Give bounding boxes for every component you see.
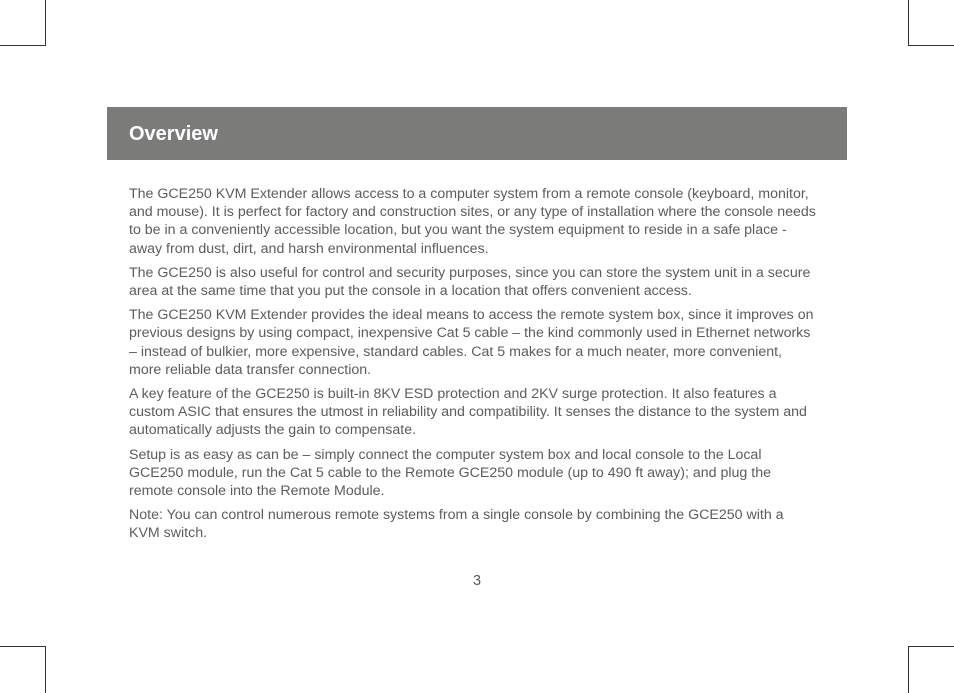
paragraph-key-feature: A key feature of the GCE250 is built-in 8KV ESD protection and 2KV surge protection. It also features a custom ASIC that ensures the utmost in reliability and compatibility. It senses the distance to the system and automatically adjusts the gain to compensate.: [129, 386, 807, 439]
paragraph-intro: The GCE250 KVM Extender allows access to a computer system from a remote console (keyboard, monitor, and mouse). It is perfect for factory and construction sites, or any type of installation where the console needs to be in a conveniently accessible location, but you want the system equipment to reside in a safe place - away from dust, dirt, and harsh environmental influences.: [129, 186, 816, 257]
paragraph-note: Note: You can control numerous remote systems from a single console by combining the GCE250 with a KVM switch.: [129, 507, 784, 542]
crop-mark-bottom-left-v: [45, 647, 46, 693]
section-header-bar: [107, 107, 847, 160]
paragraph-security: The GCE250 is also useful for control and security purposes, since you can store the system unit in a secure area at the same time that you put the console in a location that offers convenient access.: [129, 264, 811, 300]
crop-mark-top-left-v: [45, 0, 46, 46]
crop-mark-top-right-v: [908, 0, 909, 46]
paragraph-cat5: The GCE250 KVM Extender provides the ideal means to access the remote system box, since it improves on previous designs by using compact, inexpensive Cat 5 cable – the kind commonly used in Ethernet networks – instead of bulkier, more expensive, standard cables. Cat 5 makes for a much neater, more convenient, more reliable data transfer connection.: [129, 307, 814, 378]
page-number: 3: [472, 573, 482, 589]
crop-mark-top-left-h: [0, 45, 46, 46]
paragraph-setup: Setup is as easy as can be – simply connect the computer system box and local console to the Local GCE250 module, run the Cat 5 cable to the Remote GCE250 module (up to 490 ft away); and plug the remote console into the Remote Module.: [129, 446, 771, 500]
crop-mark-bottom-right-h: [908, 646, 954, 647]
crop-mark-bottom-right-v: [908, 647, 909, 693]
crop-mark-bottom-left-h: [0, 646, 46, 647]
body-text: [129, 185, 817, 549]
section-title: Overview: [129, 123, 218, 145]
crop-mark-top-right-h: [908, 45, 954, 46]
